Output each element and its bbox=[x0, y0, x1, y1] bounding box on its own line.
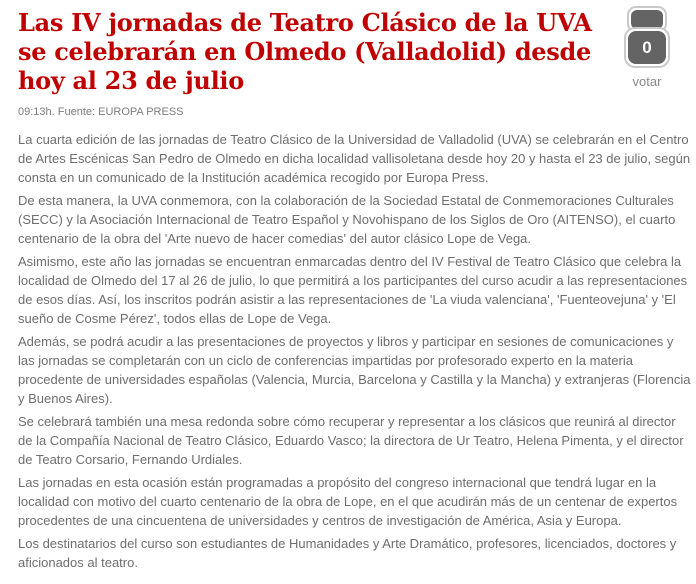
paragraph: Asimismo, este año las jornadas se encuentran enmarcadas dentro del IV Festival de Teatro Clásico que celebra la localidad de Olmedo del 17 al 26 de julio, lo que permitirá a los participantes del curso acudir a las representaciones de esos días. Así, los inscritos podrán asistir a las representaciones de 'La viuda valenciana', 'Fuenteovejuna' y 'El sueño de Cosme Pérez', todos ellas de Lope de Vega. bbox=[18, 254, 688, 326]
paragraph: Además, se podrá acudir a las presentaciones de proyectos y libros y participar en sesiones de comunicaciones y las jornadas se completarán con un ciclo de conferencias impartidas por profesorado experto en la materia procedente de universidades españolas (Valencia, Murcia, Barcelona y Castilla y la Mancha) y extranjeras (Florencia y Buenos Aires). bbox=[18, 334, 691, 406]
article-title: Las IV jornadas de Teatro Clásico de la UVA se celebrarán en Olmedo (Valladolid) desde hoy al 23 de julio bbox=[18, 8, 592, 95]
article-body bbox=[18, 130, 692, 572]
vote-label[interactable]: votar bbox=[632, 74, 662, 89]
paragraph: Los destinatarios del curso son estudiantes de Humanidades y Arte Dramático, profesores, licenciados, doctores y aficionados al teatro. bbox=[18, 536, 677, 570]
vote-widget bbox=[624, 6, 670, 89]
paragraph: La cuarta edición de las jornadas de Teatro Clásico de la Universidad de Valladolid (UVA) se celebrarán en el Centro de Artes Escénicas San Pedro de Olmedo en dicha localidad vallisoletana desde hoy 20 y hasta el 23 de julio, según consta en un comunicado de la Institución académica recogido por Europa Press. bbox=[18, 132, 691, 185]
vote-count-box bbox=[624, 27, 670, 68]
paragraph: Se celebrará también una mesa redonda sobre cómo recuperar y representar a los clásicos que reunirá al director de la Compañía Nacional de Teatro Clásico, Eduardo Vasco; la directora de Ur Teatro, Helena Pimenta, y el director de Teatro Corsario, Fernando Urdiales. bbox=[18, 414, 684, 467]
article-meta: 09:13h. Fuente: EUROPA PRESS bbox=[18, 106, 184, 118]
paragraph: De esta manera, la UVA conmemora, con la colaboración de la Sociedad Estatal de Conmemoraciones Culturales (SECC) y la Asociación Internacional de Teatro Español y Novohispano de los Siglos de Oro (AITENSO), el cuarto centenario de la obra del 'Arte nuevo de hacer comedias' del autor clásico Lope de Vega. bbox=[18, 193, 676, 246]
paragraph: Las jornadas en esta ocasión están programadas a propósito del congreso internacional que tendrá lugar en la localidad con motivo del cuarto centenario de la obra de Lope, en el que acudirán más de un centenar de expertos procedentes de una cincuentena de universidades y centros de investigación de América, Asia y Europa. bbox=[18, 475, 678, 528]
vote-count: 0 bbox=[628, 31, 666, 64]
